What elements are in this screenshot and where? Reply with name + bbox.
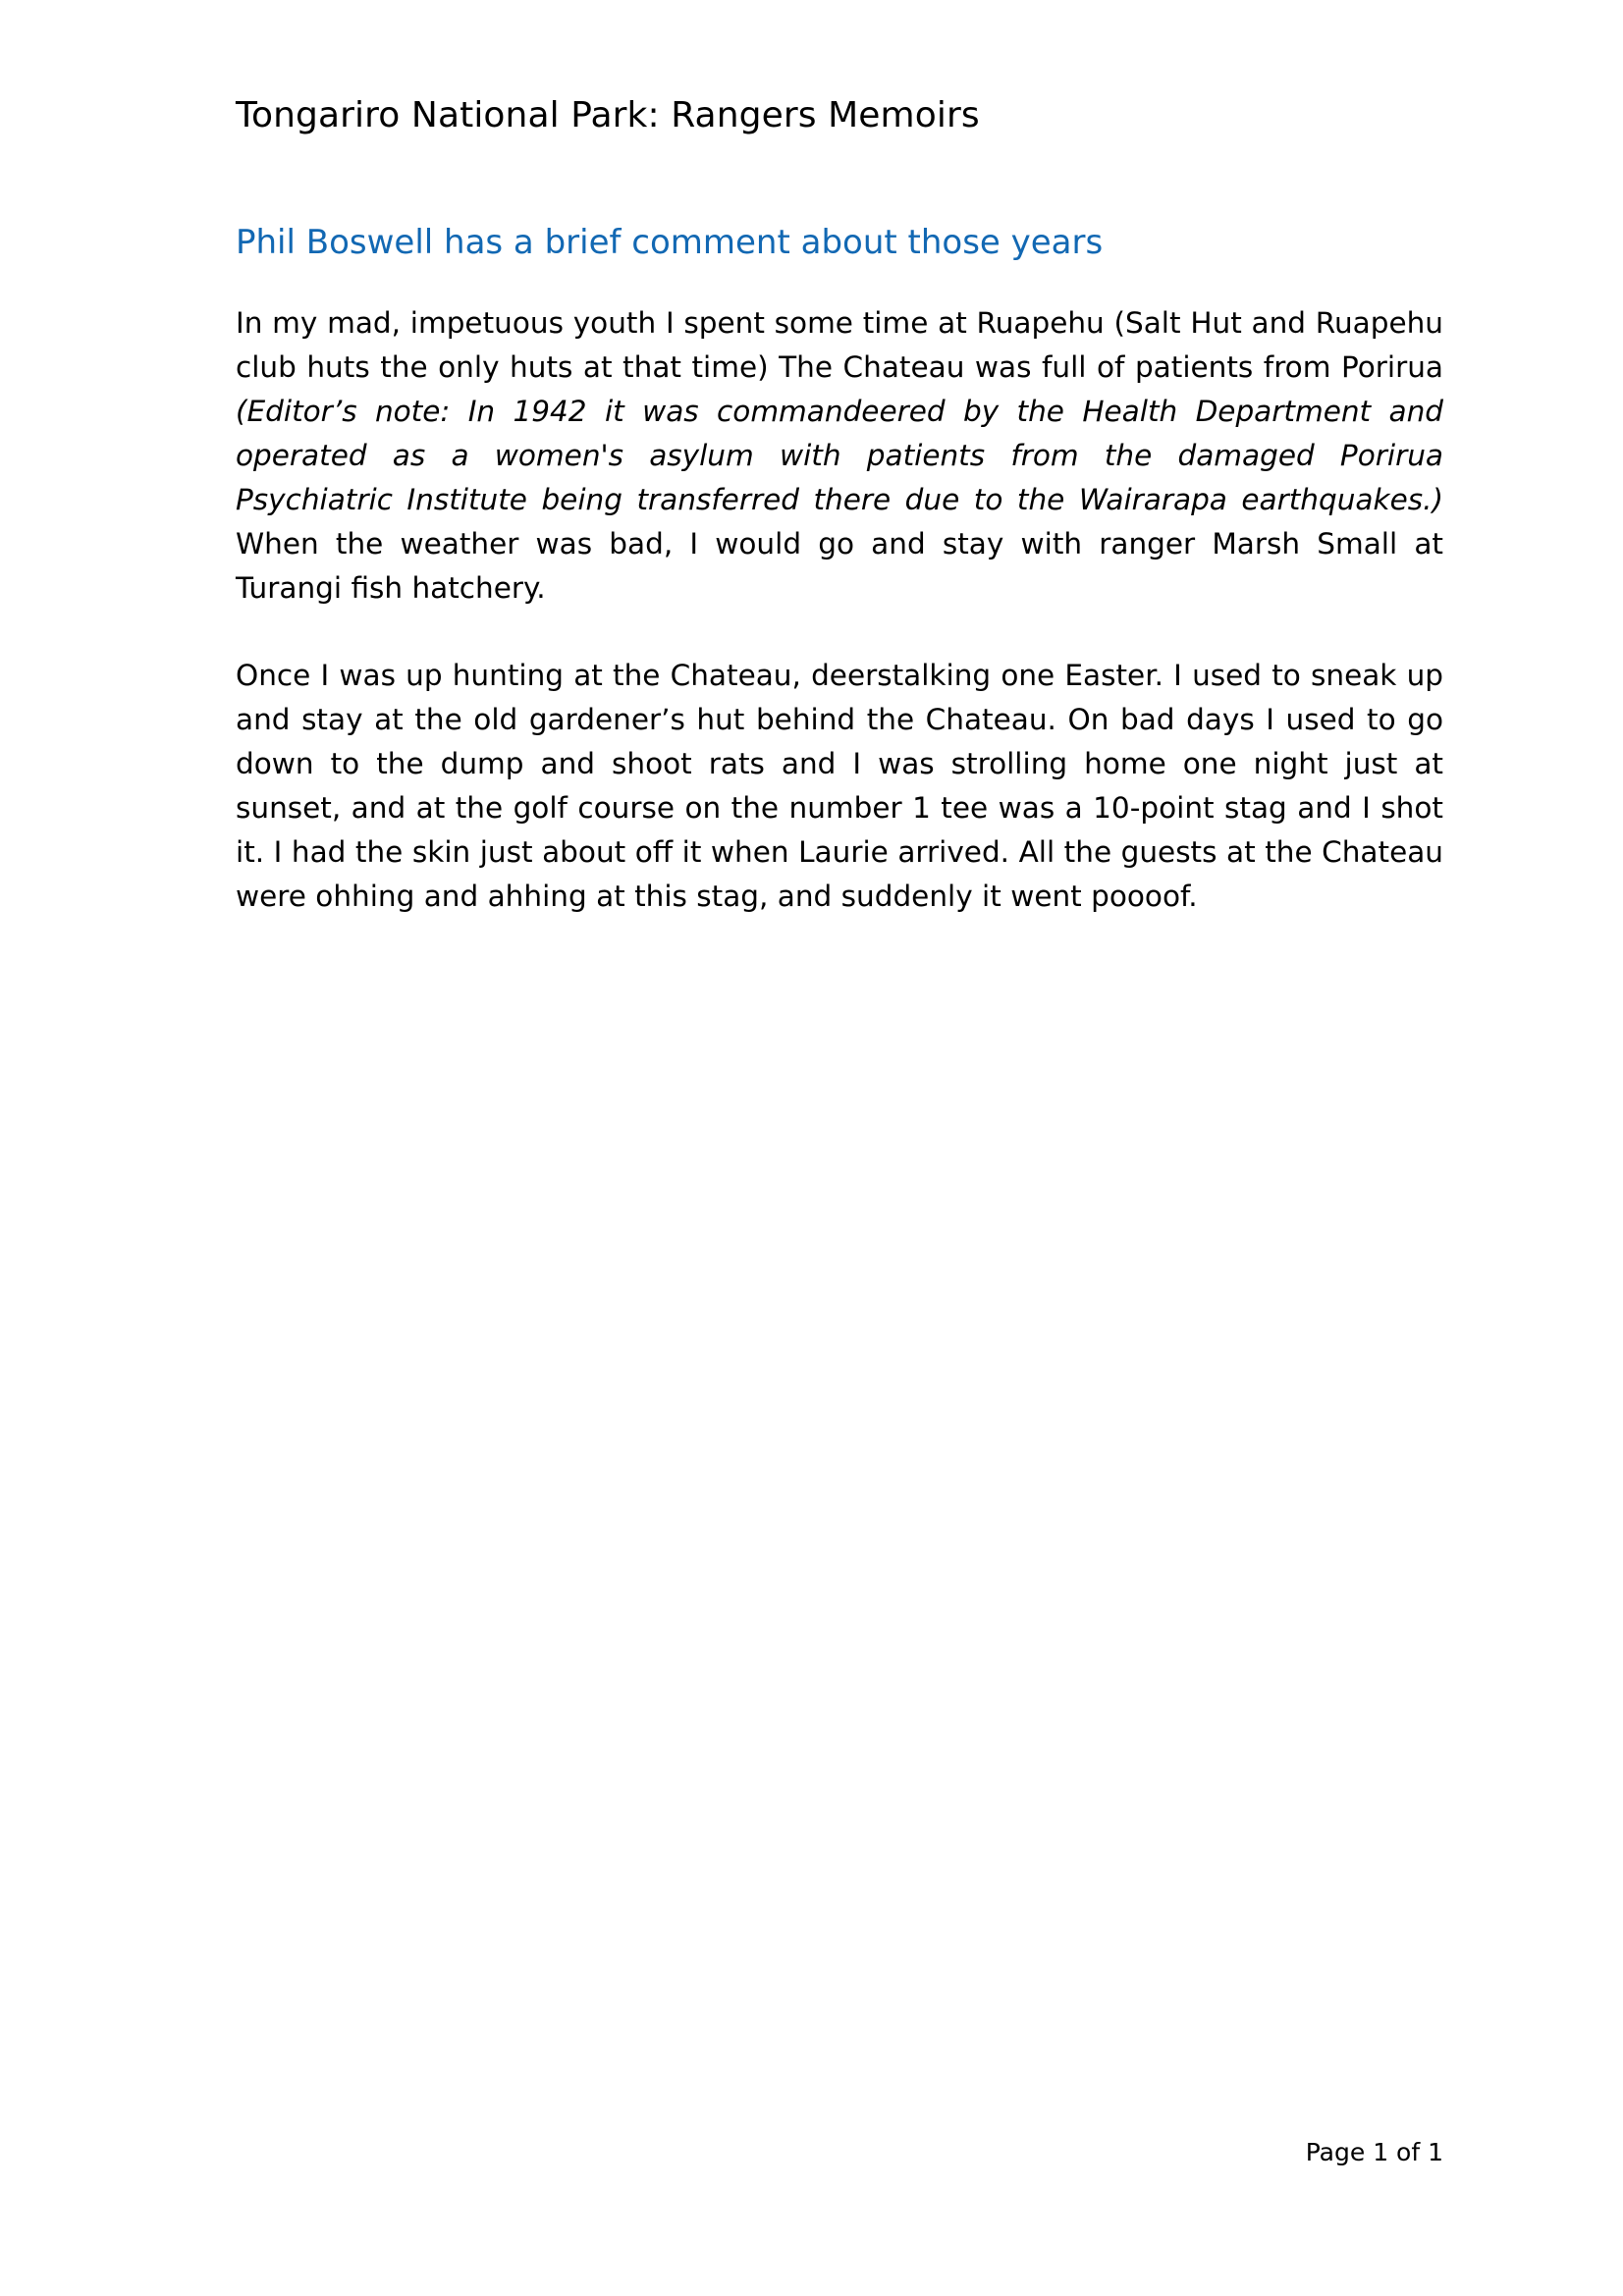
paragraph-one-text-after-note: When the weather was bad, I would go and stay with ranger Marsh Small at Turangi fish hatchery. xyxy=(236,526,1443,605)
section-heading: Phil Boswell has a brief comment about those years xyxy=(236,223,1104,262)
page-footer xyxy=(236,2138,1443,2167)
document-content xyxy=(236,0,1443,919)
paragraph-two: Once I was up hunting at the Chateau, deerstalking one Easter. I used to sneak up and stay at the old gardener’s hut behind the Chateau. On bad days I used to go down to the dump and shoot rats and I was strolling home one night just at sunset, and at the golf course on the number 1 tee was a 10-point stag and I shot it. I had the skin just about off it when Laurie arrived. All the guests at the Chateau were ohhing and ahhing at this stag, and suddenly it went poooof. xyxy=(236,658,1443,913)
page-number-indicator: Page 1 of 1 xyxy=(1305,2138,1443,2166)
page-title: Tongariro National Park: Rangers Memoirs xyxy=(236,95,980,135)
paragraph-one-text-before-note: In my mad, impetuous youth I spent some time at Ruapehu (Salt Hut and Ruapehu club huts the only huts at that time) The Chateau was full of patients from Porirua xyxy=(236,305,1443,384)
paragraph-one xyxy=(236,264,1443,611)
editors-note: (Editor’s note: In 1942 it was commandeered by the Health Department and operated as a women's asylum with patients from the damaged Porirua Psychiatric Institute being transferred there due to the Wairarapa earthquakes.) xyxy=(236,394,1443,516)
